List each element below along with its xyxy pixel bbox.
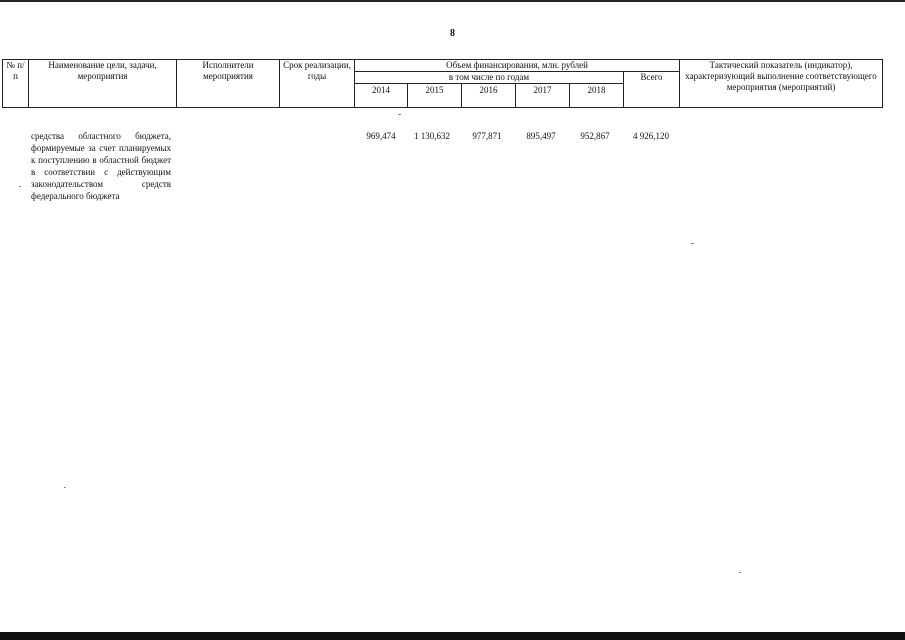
bottom-scan-edge	[0, 632, 905, 640]
col-year-2016: 2016	[462, 84, 516, 108]
page-number: 8	[450, 28, 455, 39]
row-description: средства областного бюджета, формируемые за счет планируемых к поступлению в областной бюджет в соответствии с действующим законодательством средств федерального бюджета	[31, 131, 171, 201]
scan-speck	[398, 114, 401, 115]
col-year-2018: 2018	[570, 84, 624, 108]
scan-speck	[64, 487, 66, 488]
table-header	[2, 59, 883, 108]
scan-speck	[691, 243, 694, 244]
row-value-2017: 895,497	[526, 131, 556, 141]
row-value-2015: 1 130,632	[414, 131, 450, 141]
col-period-header: Срок реализации, годы	[280, 60, 355, 108]
col-name-header: Наименование цели, задачи, мероприятия	[29, 60, 177, 108]
col-num-header: № п/п	[3, 60, 29, 108]
row-value-2014: 969,474	[366, 131, 396, 141]
col-funding-header: Объем финансирования, млн. рублей	[355, 60, 680, 72]
col-indicator-header: Тактический показатель (индикатор), характеризующий выполнение соответствующего мероприятия (мероприятий)	[680, 60, 883, 108]
top-rule	[0, 0, 905, 2]
col-year-2017: 2017	[516, 84, 570, 108]
col-total-header: Всего	[624, 72, 680, 108]
col-year-2014: 2014	[355, 84, 408, 108]
col-by-years-header: в том числе по годам	[355, 72, 624, 84]
row-value-total: 4 926,120	[633, 131, 669, 141]
row-value-2016: 977,871	[472, 131, 502, 141]
col-year-2015: 2015	[408, 84, 462, 108]
col-executors-header: Исполнители мероприятия	[177, 60, 280, 108]
scan-speck	[19, 186, 21, 187]
scan-speck	[739, 572, 741, 573]
row-value-2018: 952,867	[580, 131, 610, 141]
